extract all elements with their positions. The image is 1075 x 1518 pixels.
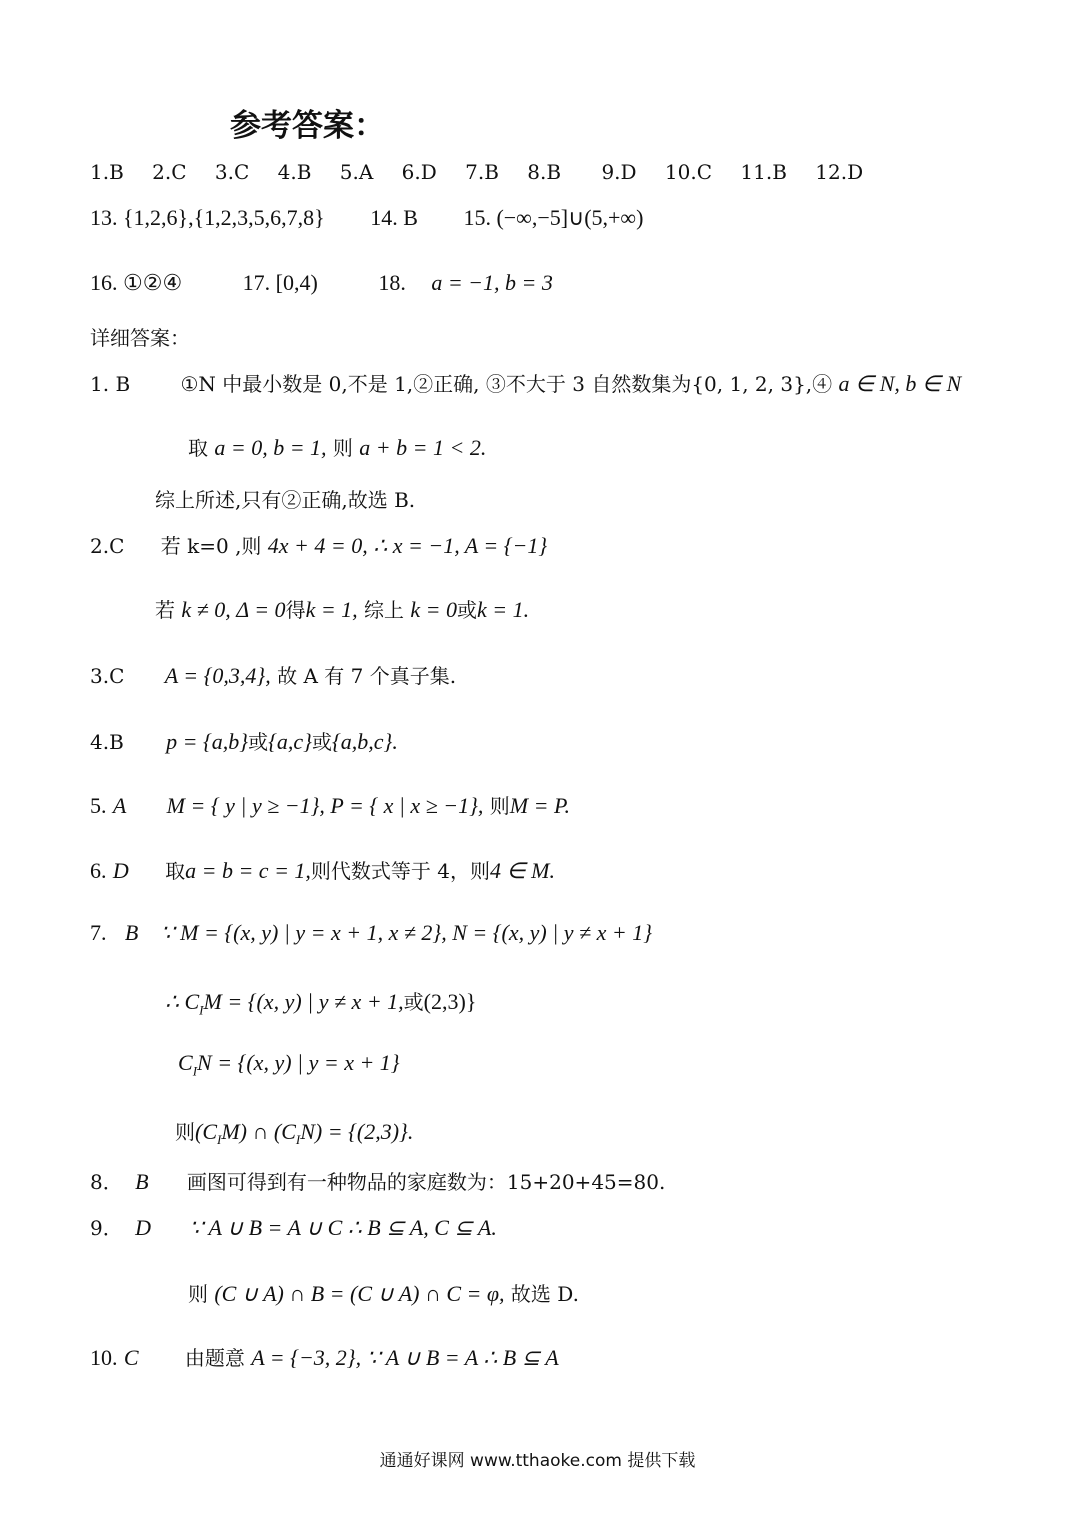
q9-line-1: [90, 1212, 497, 1241]
q1-text: 则: [332, 436, 353, 460]
q2-line-1: [90, 530, 547, 559]
q7-math: N = {(x, y) | y = x + 1}: [197, 1050, 400, 1075]
q1-text: 取: [188, 436, 208, 460]
q1-line-3: 综上所述,只有②正确,故选 B.: [155, 488, 416, 512]
answer-letter: A: [112, 793, 127, 818]
q7-math: ∴ C: [165, 989, 200, 1014]
q5-math: M = { y | y ≥ −1}, P = { x | x ≥ −1},: [166, 793, 484, 818]
q7-math: M) ∩ (C: [221, 1119, 296, 1144]
q4-text: 或: [248, 730, 269, 754]
q7-text: 则: [175, 1120, 195, 1144]
answer-letter: B: [124, 920, 139, 945]
answer-item: 3.C: [214, 160, 250, 184]
q9-text: 则: [188, 1282, 208, 1306]
answer-item: 15. (−∞,−5]∪(5,+∞): [463, 205, 644, 230]
q1-text: ①N 中最小数是 0,不是 1,②正确, ③不大于 3 自然数集为{0, 1, 2, 3},④: [180, 372, 833, 396]
quick-answers-row-2: [90, 205, 643, 231]
q3-math: A = {0,3,4},: [164, 663, 271, 688]
q7-line-2: [165, 986, 476, 1018]
answer-letter: D: [112, 858, 129, 883]
q4-math: {a,c}: [268, 729, 312, 754]
q10-line: [90, 1342, 559, 1371]
q6-math: 4 ∈ M.: [490, 858, 556, 883]
q4-math: {a,b,c}.: [331, 729, 398, 754]
q7-subscript: I: [295, 1132, 301, 1147]
answer-item: 10.C: [664, 160, 713, 184]
q2-text: 综上: [364, 598, 405, 622]
q6-text: 则代数式等于 4，则: [310, 859, 491, 883]
q9-math: (C ∪ A) ∩ B = (C ∪ A) ∩ C = φ,: [214, 1281, 505, 1306]
question-number: 1. B: [90, 372, 131, 396]
quick-answers-row-3: [90, 270, 553, 296]
question-number: 4.B: [90, 730, 124, 754]
q8-text: 画图可得到有一种物品的家庭数为：15+20+45=80.: [186, 1170, 666, 1194]
q4-line: [90, 726, 398, 755]
q6-text: 取: [165, 859, 186, 883]
q9-math: ∵ A ∪ B = A ∪ C ∴ B ⊆ A, C ⊆ A.: [189, 1215, 497, 1240]
q5-text: 则: [489, 794, 510, 818]
q2-text: 若: [155, 598, 175, 622]
answer-item: 14. B: [370, 205, 418, 230]
q8-line: [90, 1166, 665, 1195]
answer-item: 17. [0,4): [242, 270, 318, 295]
question-number: 2.C: [90, 534, 125, 558]
q7-subscript: I: [217, 1132, 222, 1147]
question-number: 8．: [90, 1170, 123, 1194]
answer-letter: C: [123, 1345, 139, 1370]
answer-item: 4.B: [277, 160, 312, 184]
page-title: 参考答案：: [230, 108, 385, 144]
q3-text: 故 A 有 7 个真子集.: [277, 664, 457, 688]
answer-letter: D: [135, 1215, 151, 1240]
q7-text: 或: [403, 990, 424, 1014]
answer-item: 8.B: [527, 160, 562, 184]
answer-item: 11.B: [740, 160, 787, 184]
detail-heading: 详细答案：: [90, 326, 190, 350]
q2-text: 或: [457, 598, 478, 622]
q2-math: k = 1.: [477, 597, 530, 622]
q2-math: 4x + 4 = 0, ∴ x = −1, A = {−1}: [267, 533, 548, 558]
q9-text: 故选 D.: [510, 1282, 579, 1306]
q2-line-2: [155, 594, 529, 623]
answer-item: 9.D: [601, 160, 637, 184]
q4-text: 或: [311, 730, 332, 754]
answer-item: 13. {1,2,6},{1,2,3,5,6,7,8}: [90, 205, 325, 230]
answer-item: 7.B: [465, 160, 499, 184]
q7-line-4: [175, 1116, 413, 1148]
q2-text: 得: [285, 598, 306, 622]
q2-math: k = 0: [410, 597, 458, 622]
answer-item: 2.C: [152, 160, 187, 184]
question-number: 10.: [90, 1345, 118, 1370]
question-number: 5.: [90, 793, 107, 818]
q10-math: A = {−3, 2}, ∵ A ∪ B = A ∴ B ⊆ A: [251, 1345, 559, 1370]
question-number: 3.C: [90, 664, 125, 688]
q7-math: (2,3)}: [423, 989, 477, 1014]
q5-line: [90, 790, 570, 819]
q1-line-2: [188, 432, 486, 461]
question-number: 9．: [90, 1216, 123, 1240]
q2-math: k ≠ 0, Δ = 0: [181, 597, 286, 622]
answer-item: 18.: [378, 270, 406, 295]
q2-text: 若 k=0 ,则: [160, 534, 262, 558]
quick-answers-row-1: [90, 160, 863, 184]
footer-credit: 通通好课网 www.tthaoke.com 提供下载: [379, 1451, 696, 1471]
q7-subscript: I: [199, 1002, 204, 1018]
answer-letter: B: [135, 1169, 149, 1194]
q9-line-2: [188, 1278, 579, 1307]
q1-math: a = 0, b = 1,: [214, 435, 327, 460]
q10-text: 由题意: [184, 1346, 245, 1370]
q1-line-1: [90, 368, 961, 397]
q7-math: (C: [195, 1119, 217, 1144]
question-number: 7.: [90, 920, 107, 945]
q7-math: C: [178, 1050, 193, 1075]
answer-item: 5.A: [339, 160, 374, 184]
q6-math: a = b = c = 1,: [185, 858, 311, 883]
q7-math: ∵ M = {(x, y) | y = x + 1, x ≠ 2}, N = {(x, y) | y ≠ x + 1}: [160, 920, 653, 945]
question-number: 6.: [90, 858, 107, 883]
q5-math: M = P.: [509, 793, 571, 818]
q7-math: M = {(x, y) | y ≠ x + 1,: [203, 989, 404, 1014]
q1-math: a ∈ N, b ∈ N: [838, 371, 962, 396]
q6-line: [90, 855, 555, 884]
q7-line-1: [90, 920, 652, 946]
answer-item: 12.D: [815, 160, 864, 184]
q7-subscript: I: [192, 1063, 198, 1079]
answer-item: 1.B: [90, 160, 124, 184]
q2-math: k = 1,: [305, 597, 358, 622]
q4-math: p = {a,b}: [166, 729, 249, 754]
q3-line: [90, 660, 456, 689]
q1-math: a + b = 1 < 2.: [359, 435, 487, 460]
q7-math: N) = {(2,3)}.: [300, 1119, 414, 1144]
answer-item: a = −1, b = 3: [431, 270, 553, 295]
answer-item: 16. ①②④: [90, 270, 183, 295]
q7-line-3: [178, 1050, 400, 1079]
answer-item: 6.D: [401, 160, 437, 184]
